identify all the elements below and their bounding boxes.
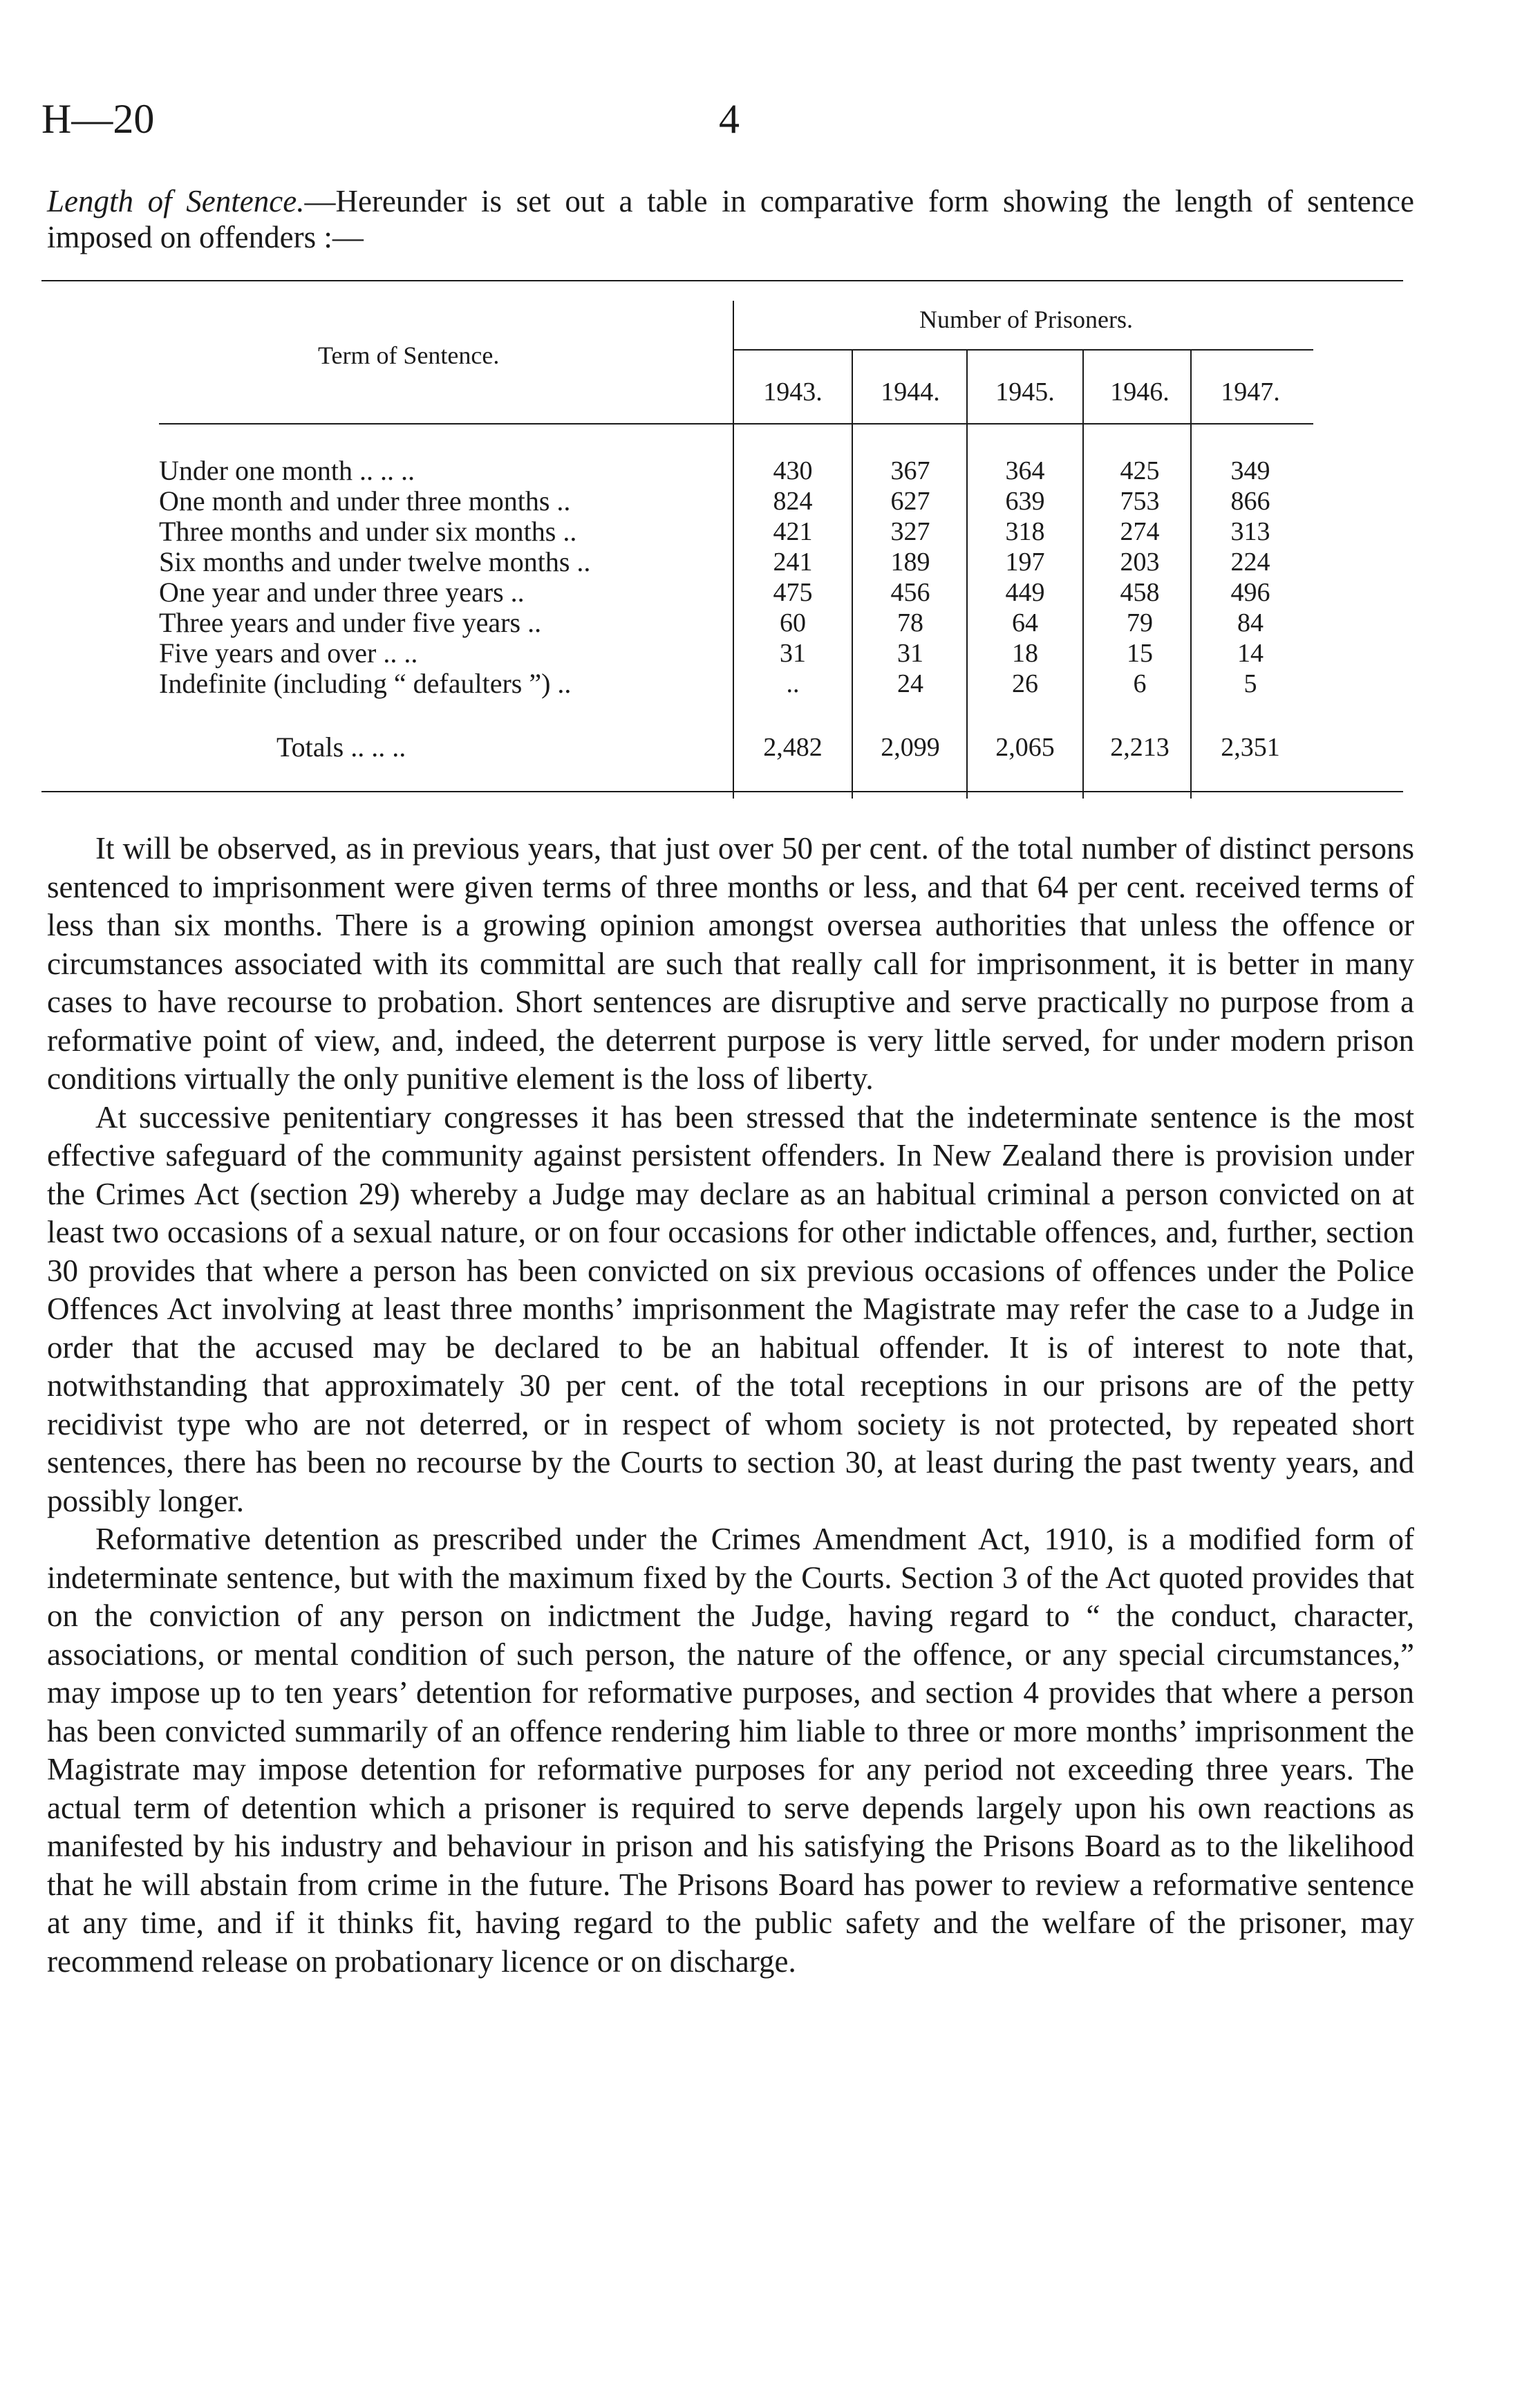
table-bottom-rule	[41, 791, 1403, 792]
table-cell: 349	[1230, 456, 1270, 485]
total-cell: 2,482	[763, 733, 823, 762]
table-cell: 639	[1005, 487, 1045, 516]
table-cell: 60	[780, 608, 806, 637]
paragraph-indeterminate-sentence: At successive penitentiary congresses it has been stressed that the indeterminate sentence is the most effective safeguard of the community against persistent offenders. In New Zealand there is provision under the Crimes Act (section 29) whereby a Judge may declare as an habitual criminal a person convicted on at least two occasions of a sexual nature, or on four occasions for other indictable offences, and, further, section 30 provides that where a person has been convicted on six previous occasions of offences under the Police Offences Act involving at least three months’ imprisonment the Magistrate may refer the case to a Judge in order that the accused may be declared to be an habitual offender. It is of interest to note that, notwithstanding that approximately 30 per cent. of the total receptions in our prisons are of the petty recidivist type who are not deterred, or in respect of whom society is not protected, by repeated short sentences, there has been no recourse by the Courts to section 30, at least during the past twenty years, and possibly longer.	[47, 1099, 1414, 1518]
table-cell: 203	[1120, 548, 1160, 577]
table-cell: 313	[1230, 517, 1270, 546]
intro-paragraph	[47, 183, 1414, 255]
intro-lead: Length of Sentence.	[47, 184, 305, 218]
year-header-1946: 1946.	[1110, 377, 1170, 407]
total-cell: 2,065	[995, 733, 1055, 762]
year-header-1945: 1945.	[995, 377, 1055, 407]
page-number: 4	[719, 96, 740, 142]
table-cell: 84	[1237, 608, 1264, 637]
table-cell: 79	[1127, 608, 1153, 637]
column-header-rule	[733, 423, 1313, 425]
table-cell: 18	[1012, 639, 1038, 668]
table-cell: 421	[773, 517, 813, 546]
table-cell: 31	[897, 639, 923, 668]
table-cell: 14	[1237, 639, 1264, 668]
total-cell: 2,213	[1110, 733, 1170, 762]
table-cell: 224	[1230, 548, 1270, 577]
paragraph-reformative-detention: Reformative detention as prescribed under the Crimes Amendment Act, 1910, is a modified form of indeterminate sentence, but with the maximum fixed by the Courts. Section 3 of the Act quoted provides that on the conviction of any person on indictment the Judge, having regard to “ the conduct, character, associations, or mental condition of such person, the nature of the offence, or any special circumstances,” may impose up to ten years’ detention for reformative purposes, and section 4 provides that where a person has been convicted summarily of an offence rendering him liable to three or more months’ imprisonment the Magistrate may impose detention for reformative purposes for any period not exceeding three years. The actual term of detention which a prisoner is required to serve depends largely upon his own reactions as manifested by his industry and behaviour in prison and his satisfying the Prisons Board as to the likelihood that he will abstain from crime in the future. The Prisons Board has power to review a reformative sentence at any time, and if it thinks fit, having regard to the public safety and the welfare of the prisoner, may recommend release on probationary licence or on discharge.	[47, 1522, 1414, 1979]
year-header-1947: 1947.	[1221, 377, 1280, 407]
table-cell: 241	[773, 548, 813, 577]
table-cell: 26	[1012, 669, 1038, 698]
body-text	[47, 830, 1414, 1981]
table-cell: 753	[1120, 487, 1160, 516]
total-cell: 2,099	[881, 733, 940, 762]
table-cell: 327	[890, 517, 930, 546]
row-label-three-to-six-months: Three months and under six months ..	[159, 516, 577, 547]
table-cell: 458	[1120, 578, 1160, 607]
table-cell: 5	[1243, 669, 1257, 698]
year-header-1943: 1943.	[763, 377, 823, 407]
table-cell: 24	[897, 669, 923, 698]
term-header-rule	[159, 423, 733, 425]
row-label-one-to-three-years: One year and under three years ..	[159, 577, 525, 608]
table-cell: 189	[890, 548, 930, 577]
table-cell: 425	[1120, 456, 1160, 485]
table-cell: 449	[1005, 578, 1045, 607]
table-cell: 824	[773, 487, 813, 516]
row-label-five-years-and-over: Five years and over .. ..	[159, 637, 418, 669]
total-cell: 2,351	[1221, 733, 1280, 762]
row-label-one-to-three-months: One month and under three months ..	[159, 485, 571, 516]
term-header: Term of Sentence.	[318, 342, 500, 369]
table-cell: ..	[786, 669, 800, 698]
table-cell: 456	[890, 578, 930, 607]
table-cell: 627	[890, 487, 930, 516]
table-cell: 496	[1230, 578, 1270, 607]
row-label-three-to-five-years: Three years and under five years ..	[159, 607, 542, 638]
intro-text: —Hereunder is set out a table in comparative form showing the length of sentence imposed on offenders :—	[47, 184, 1414, 254]
group-header-rule	[733, 349, 1313, 351]
table-cell: 367	[890, 456, 930, 485]
page-header-code: H—20	[41, 96, 155, 142]
row-label-under-one-month: Under one month .. .. ..	[159, 455, 415, 486]
table-cell: 364	[1005, 456, 1045, 485]
table-cell: 430	[773, 456, 813, 485]
paragraph-short-sentences: It will be observed, as in previous years, that just over 50 per cent. of the total number of distinct persons sentenced to imprisonment were given terms of three months or less, and that 64 per cent. received terms of less than six months. There is a growing opinion amongst oversea authorities that unless the offence or circumstances associated with its committal are such that really call for imprisonment, it is better in many cases to have recourse to probation. Short sentences are disruptive and serve practically no purpose from a reformative point of view, and, indeed, the deterrent purpose is very little served, for under modern prison conditions virtually the only punitive element is the loss of liberty.	[47, 831, 1414, 1096]
year-header-1944: 1944.	[881, 377, 940, 407]
table-cell: 866	[1230, 487, 1270, 516]
table-cell: 475	[773, 578, 813, 607]
row-label-six-to-twelve-months: Six months and under twelve months ..	[159, 546, 591, 577]
table-cell: 15	[1127, 639, 1153, 668]
table-cell: 318	[1005, 517, 1045, 546]
row-label-indefinite: Indefinite (including “ defaulters ”) ..	[159, 668, 572, 699]
table-cell: 64	[1012, 608, 1038, 637]
totals-label: Totals .. .. ..	[276, 731, 406, 763]
number-of-prisoners-header: Number of Prisoners.	[919, 306, 1133, 333]
table-cell: 31	[780, 639, 806, 668]
table-cell: 78	[897, 608, 923, 637]
table-cell: 197	[1005, 548, 1045, 577]
table-top-rule	[41, 280, 1403, 281]
table-cell: 6	[1133, 669, 1147, 698]
table-cell: 274	[1120, 517, 1160, 546]
